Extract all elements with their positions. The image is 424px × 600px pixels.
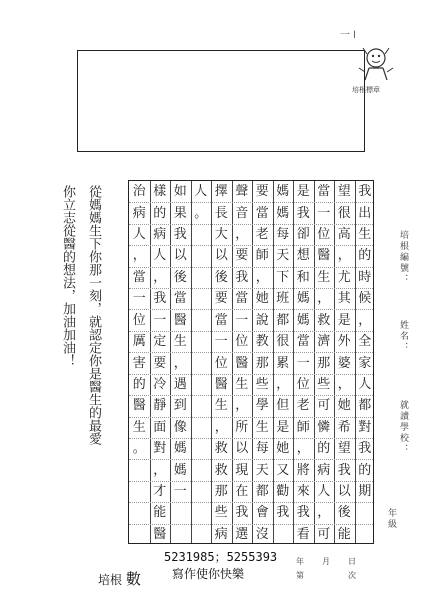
- essay-char: 害: [132, 355, 146, 371]
- essay-char: 救: [317, 312, 331, 328]
- essay-char: 我: [276, 505, 290, 521]
- essay-char: 以: [214, 248, 228, 264]
- essay-char: 那: [255, 355, 269, 371]
- date-times: 次: [348, 571, 356, 580]
- essay-char: 可: [317, 398, 331, 414]
- essay-char: 位: [296, 376, 310, 392]
- essay-char: 要: [153, 355, 167, 371]
- essay-char: 師: [296, 419, 310, 435]
- essay-char: 後: [337, 505, 351, 521]
- essay-char: 救: [214, 441, 228, 457]
- essay-char: 是: [337, 312, 351, 328]
- essay-char: 當: [235, 291, 249, 307]
- essay-char: 會: [255, 505, 269, 521]
- essay-char: 我: [173, 227, 187, 243]
- essay-char: 定: [153, 334, 167, 350]
- essay-char: 遇: [173, 376, 187, 392]
- grade-label: 年級: [386, 508, 396, 530]
- name-label: 姓名：: [398, 320, 408, 353]
- essay-char: 生: [132, 419, 146, 435]
- essay-char: 要: [214, 291, 228, 307]
- essay-char: 我: [235, 269, 249, 285]
- illustration-box: [77, 50, 365, 152]
- essay-char: 生: [173, 334, 187, 350]
- corner-mark: 一 l: [340, 30, 356, 41]
- essay-char: 想: [296, 248, 310, 264]
- essay-char: 人: [317, 483, 331, 499]
- essay-char: 大: [214, 227, 228, 243]
- essay-char: 病: [153, 227, 167, 243]
- essay-char: 人: [153, 248, 167, 264]
- phone-numbers: 5231985；5255393: [164, 550, 278, 564]
- essay-char: 我: [296, 505, 310, 521]
- essay-char: 才: [153, 483, 167, 499]
- essay-char: 當: [214, 312, 228, 328]
- essay-char: 家: [358, 355, 372, 371]
- essay-char: 那: [214, 483, 228, 499]
- essay-char: 媽: [296, 291, 310, 307]
- essay-char: 和: [296, 269, 310, 285]
- essay-char: 婆: [337, 355, 351, 371]
- essay-char: 將: [296, 462, 310, 478]
- essay-char: 班: [276, 291, 290, 307]
- essay-char: 擇: [214, 184, 228, 200]
- slogan: 寫作使你快樂: [172, 567, 245, 581]
- essay-char: 又: [276, 462, 290, 478]
- essay-char: 醫: [214, 376, 228, 392]
- essay-char: 位: [235, 334, 249, 350]
- essay-char: 希: [337, 419, 351, 435]
- essay-char: 的: [358, 248, 372, 264]
- essay-char: 可: [317, 526, 331, 542]
- essay-char: 卻: [296, 227, 310, 243]
- essay-char: 高: [337, 227, 351, 243]
- essay-char: 當: [296, 334, 310, 350]
- essay-char: 聲: [235, 184, 249, 200]
- essay-char: 媽: [173, 462, 187, 478]
- essay-char: 一: [132, 291, 146, 307]
- essay-char: 媽: [276, 184, 290, 200]
- essay-char: 音: [235, 205, 249, 221]
- essay-char: 全: [358, 334, 372, 350]
- essay-char: 我: [337, 462, 351, 478]
- essay-char: ，: [296, 441, 310, 457]
- essay-char: 一: [317, 205, 331, 221]
- essay-char: 教: [255, 334, 269, 350]
- essay-char: 果: [173, 205, 187, 221]
- essay-char: 以: [173, 248, 187, 264]
- essay-char: 外: [337, 334, 351, 350]
- essay-char: 的: [132, 376, 146, 392]
- essay-char: 我: [153, 291, 167, 307]
- essay-char: 長: [214, 205, 228, 221]
- class-label: 培根編號：: [398, 230, 408, 285]
- essay-char: 一: [173, 483, 187, 499]
- essay-char: 些: [255, 376, 269, 392]
- essay-char: 一: [153, 312, 167, 328]
- essay-char: 的: [317, 441, 331, 457]
- essay-char: 人: [358, 376, 372, 392]
- essay-char: 醫: [235, 355, 249, 371]
- essay-char: 是: [296, 184, 310, 200]
- essay-char: 尤: [337, 269, 351, 285]
- stamp-caption: 培根標章: [352, 86, 380, 94]
- essay-char: 時: [358, 269, 372, 285]
- essay-char: 說: [255, 312, 269, 328]
- essay-char: 病: [214, 526, 228, 542]
- essay-char: 生: [358, 227, 372, 243]
- essay-char: 現: [235, 462, 249, 478]
- essay-char: 天: [255, 462, 269, 478]
- essay-char: ，: [153, 462, 167, 478]
- essay-char: 病: [132, 205, 146, 221]
- essay-char: 的: [358, 462, 372, 478]
- essay-char: ，: [132, 248, 146, 264]
- essay-char: 厲: [132, 334, 146, 350]
- essay-char: 濟: [317, 334, 331, 350]
- essay-char: 人: [132, 227, 146, 243]
- essay-char: ，: [358, 312, 372, 328]
- essay-grid: [128, 180, 374, 544]
- essay-char: 師: [255, 248, 269, 264]
- essay-char: 每: [255, 441, 269, 457]
- essay-char: 到: [173, 398, 187, 414]
- essay-char: 她: [337, 398, 351, 414]
- essay-char: ，: [337, 376, 351, 392]
- essay-char: 位: [317, 227, 331, 243]
- essay-char: 累: [276, 355, 290, 371]
- essay-char: 醫: [153, 526, 167, 542]
- essay-char: 治: [132, 184, 146, 200]
- essay-char: 醫: [132, 398, 146, 414]
- essay-char: 當: [173, 291, 187, 307]
- essay-char: 都: [358, 398, 372, 414]
- essay-char: 每: [276, 227, 290, 243]
- essay-char: 媽: [296, 312, 310, 328]
- essay-char: 位: [132, 312, 146, 328]
- essay-char: 冷: [153, 376, 167, 392]
- essay-char: 在: [235, 483, 249, 499]
- essay-char: 對: [358, 419, 372, 435]
- essay-char: 以: [235, 441, 249, 457]
- essay-char: 人: [194, 184, 208, 200]
- essay-char: 能: [153, 505, 167, 521]
- essay-char: 對: [153, 441, 167, 457]
- essay-char: 都: [276, 312, 290, 328]
- essay-char: 我: [358, 441, 372, 457]
- essay-char: 天: [276, 248, 290, 264]
- essay-char: 生: [214, 398, 228, 414]
- teacher-sign-mark: 數: [125, 570, 141, 588]
- essay-char: 很: [276, 334, 290, 350]
- essay-char: 樣: [153, 184, 167, 200]
- essay-char: 一: [235, 312, 249, 328]
- teacher-comment-line-1: 從媽媽生下你那一刻，就認定你是醫生的最愛: [86, 185, 101, 445]
- essay-char: 媽: [276, 205, 290, 221]
- essay-char: 生: [317, 269, 331, 285]
- essay-char: 些: [214, 505, 228, 521]
- essay-char: 望: [337, 184, 351, 200]
- essay-char: ，: [235, 398, 249, 414]
- essay-char: 靜: [153, 398, 167, 414]
- date-month: 月: [322, 557, 330, 566]
- essay-char: 選: [235, 526, 249, 542]
- essay-char: 能: [337, 526, 351, 542]
- essay-char: 勸: [276, 483, 290, 499]
- essay-char: 很: [337, 205, 351, 221]
- essay-char: 生: [235, 376, 249, 392]
- teacher-sign-text: 培根: [98, 573, 123, 587]
- essay-char: 生: [255, 419, 269, 435]
- essay-char: ，: [235, 227, 249, 243]
- essay-char: 如: [173, 184, 187, 200]
- essay-char: 學: [255, 398, 269, 414]
- teacher-signature: [98, 568, 141, 589]
- essay-char: 其: [337, 291, 351, 307]
- essay-char: 醫: [317, 248, 331, 264]
- essay-char: 後: [173, 269, 187, 285]
- essay-char: 我: [358, 184, 372, 200]
- essay-char: 救: [214, 462, 228, 478]
- essay-char: 候: [358, 291, 372, 307]
- essay-char: ，: [317, 505, 331, 521]
- essay-char: 都: [255, 483, 269, 499]
- essay-char: 一: [214, 334, 228, 350]
- essay-char: ，: [173, 355, 187, 371]
- essay-char: 後: [214, 269, 228, 285]
- date-day: 日: [348, 557, 356, 566]
- essay-char: ，: [317, 291, 331, 307]
- essay-char: 我: [296, 205, 310, 221]
- essay-char: ，: [337, 248, 351, 264]
- date-year: 年: [296, 557, 304, 566]
- essay-char: 老: [296, 398, 310, 414]
- essay-char: 她: [276, 441, 290, 457]
- essay-char: 期: [358, 483, 372, 499]
- essay-char: 那: [317, 355, 331, 371]
- essay-char: 當: [132, 269, 146, 285]
- essay-char: 憐: [317, 419, 331, 435]
- essay-char: 。: [132, 441, 146, 457]
- essay-char: 下: [276, 269, 290, 285]
- essay-char: 一: [296, 355, 310, 371]
- essay-char: 像: [173, 419, 187, 435]
- essay-char: 但: [276, 398, 290, 414]
- essay-char: ，: [276, 376, 290, 392]
- grid-column-line: [191, 181, 192, 543]
- essay-char: 是: [276, 419, 290, 435]
- essay-char: 來: [296, 483, 310, 499]
- date-seq: 第: [296, 571, 304, 580]
- school-label: 就讀學校：: [398, 400, 408, 455]
- essay-char: 媽: [173, 441, 187, 457]
- essay-char: 要: [235, 248, 249, 264]
- essay-char: 她: [255, 291, 269, 307]
- essay-char: ，: [255, 269, 269, 285]
- essay-char: 所: [235, 419, 249, 435]
- essay-char: 醫: [173, 312, 187, 328]
- essay-char: ，: [214, 419, 228, 435]
- essay-char: 些: [317, 376, 331, 392]
- essay-char: 病: [317, 462, 331, 478]
- essay-char: 出: [358, 205, 372, 221]
- essay-char: 當: [255, 205, 269, 221]
- essay-char: 沒: [255, 526, 269, 542]
- essay-char: ，: [153, 269, 167, 285]
- essay-char: 面: [153, 419, 167, 435]
- essay-char: 。: [194, 205, 208, 221]
- essay-char: 老: [255, 227, 269, 243]
- essay-char: 位: [214, 355, 228, 371]
- essay-char: 的: [153, 205, 167, 221]
- essay-char: 我: [235, 505, 249, 521]
- essay-char: 要: [255, 184, 269, 200]
- essay-char: 以: [337, 483, 351, 499]
- essay-char: 望: [337, 441, 351, 457]
- teacher-comment-line-2: 你立志從醫的想法，加油加油！: [60, 185, 75, 367]
- essay-char: 當: [317, 184, 331, 200]
- essay-char: 看: [296, 526, 310, 542]
